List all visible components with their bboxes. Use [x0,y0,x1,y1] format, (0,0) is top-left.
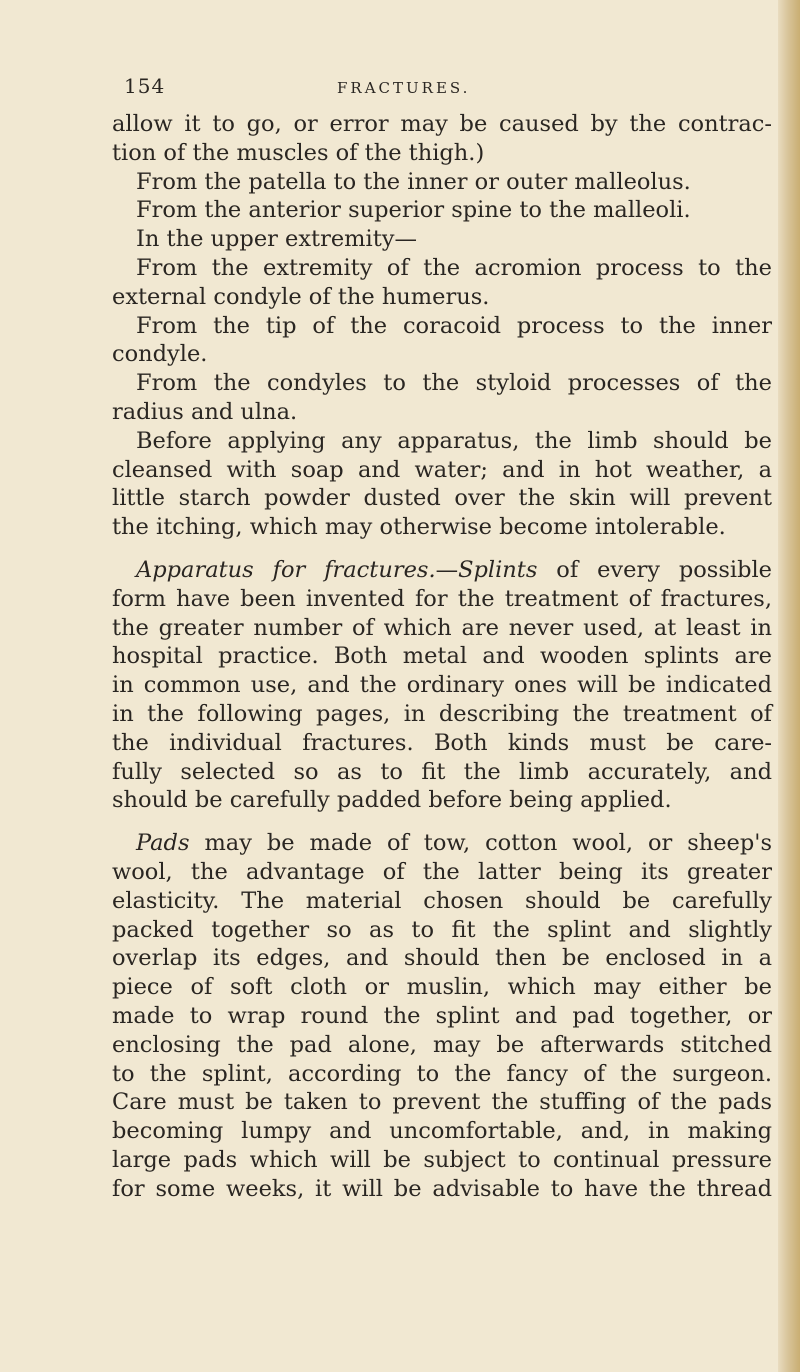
text-line: packed together so as to fit the splint and slightly [112,916,772,943]
text-line: From the patella to the inner or outer malleolus. [136,168,691,195]
text-line: piece of soft cloth or muslin, which may either be [112,974,772,1001]
text-line: overlap its edges, and should then be enclosed in a [112,945,772,972]
apparatus-first-line-rest: of every possible [537,556,772,583]
text-line: the individual fractures. Both kinds must be care- [112,729,772,756]
text-line: elasticity. The material chosen should be carefully [112,887,772,914]
text-line: the itching, which may otherwise become intolerable. [112,514,726,541]
text-line: From the tip of the coracoid process to the inner [136,312,772,339]
apparatus-paragraph-first-line [112,556,772,585]
text-line: large pads which will be subject to continual pressure [112,1146,772,1173]
page-number: 154 [124,74,166,98]
text-line: becoming lumpy and uncomfortable, and, in making [112,1118,772,1145]
text-line: condyle. [112,341,208,368]
text-line: From the extremity of the acromion process to the [136,254,772,281]
text-line: tion of the muscles of the thigh.) [112,139,485,166]
page-header [0,74,800,104]
text-line: allow it to go, or error may be caused by the contrac- [112,111,772,137]
text-line: external condyle of the humerus. [112,283,490,310]
text-line: Care must be taken to prevent the stuffing of the pads [112,1089,772,1116]
text-line: should be carefully padded before being applied. [112,787,672,814]
text-line: for some weeks, it will be advisable to have the thread [112,1175,772,1202]
text-line: in common use, and the ordinary ones will be indicated [112,672,772,699]
running-head: FRACTURES. [337,79,471,97]
pads-first-line-rest: may be made of tow, cotton wool, or sheep's [189,830,772,857]
page-edge [778,0,800,1372]
text-line: made to wrap round the splint and pad together, or [112,1002,772,1029]
text-line: Before applying any apparatus, the limb should be [136,427,772,454]
text-line: In the upper extremity— [136,226,417,253]
text-line: enclosing the pad alone, may be afterwards stitched [112,1031,772,1058]
text-line: to the splint, according to the fancy of the surgeon. [112,1060,772,1087]
pads-paragraph-first-line [112,829,772,858]
apparatus-heading: Apparatus for fractures. [136,556,436,583]
text-line: in the following pages, in describing the treatment of [112,700,772,727]
text-line: little starch powder dusted over the skin will prevent [112,485,772,512]
text-line: wool, the advantage of the latter being its greater [112,858,772,885]
pads-heading: Pads [136,830,190,857]
text-line: hospital practice. Both metal and wooden splints are [112,643,772,670]
text-line: the greater number of which are never used, at least in [112,614,772,641]
body-text [112,110,772,1203]
text-line: cleansed with soap and water; and in hot weather, a [112,456,772,483]
text-line: From the anterior superior spine to the malleoli. [136,197,691,224]
text-line: fully selected so as to fit the limb accurately, and [112,758,772,785]
text-line: radius and ulna. [112,398,298,425]
splints-word: Splints [458,556,538,583]
text-line: From the condyles to the styloid processes of the [136,370,772,397]
em-dash: — [435,556,459,583]
text-line: form have been invented for the treatment of fractures, [112,585,772,612]
